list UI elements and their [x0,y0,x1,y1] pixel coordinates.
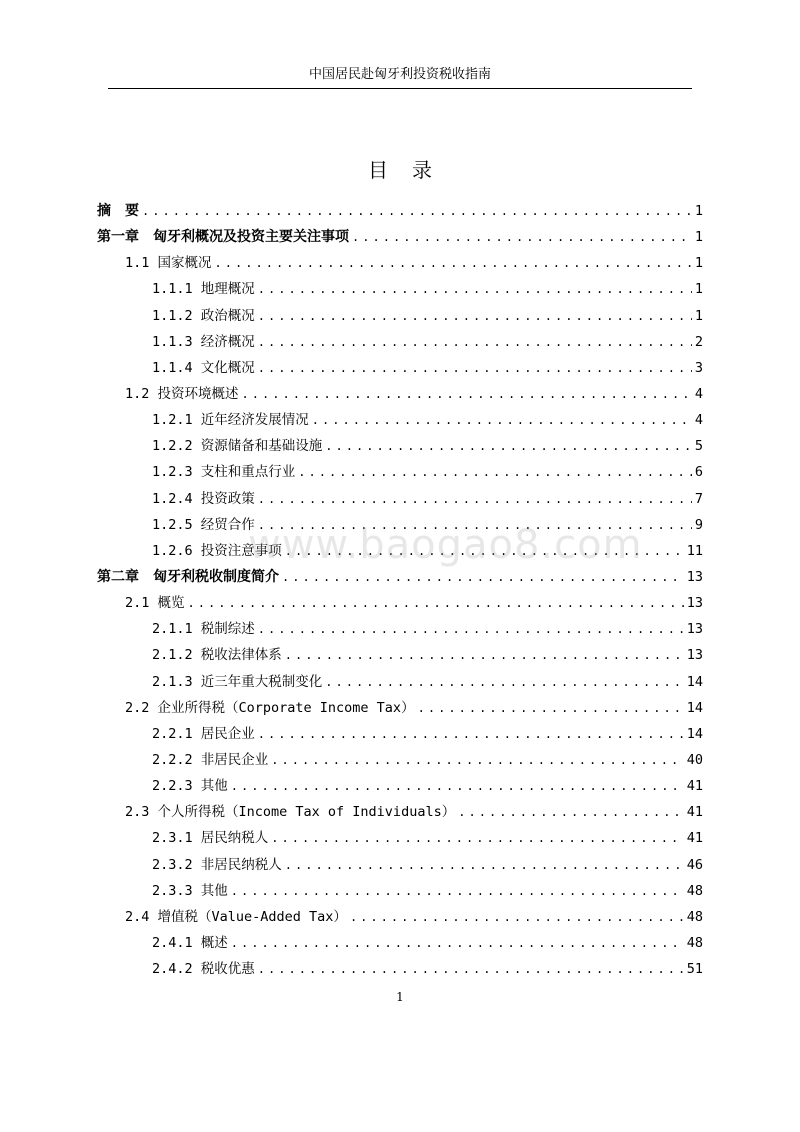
toc-entry[interactable] [97,878,703,904]
toc-title: 目录 [368,158,456,182]
toc-entry[interactable] [97,276,703,302]
toc-dot-leader [258,512,692,538]
toc-dot-leader [258,355,692,381]
toc-entry-page-number: 13 [686,621,703,638]
toc-entry-text: 2.1 概览 [125,595,185,612]
toc-entry-text: 1.1 国家概况 [125,255,212,272]
toc-entry-text: 2.1.3 近三年重大税制变化 [152,673,323,690]
toc-dot-leader [282,564,684,590]
toc-entry[interactable] [97,303,703,329]
toc-entry[interactable] [97,459,703,485]
toc-entry-text: 1.2.4 投资政策 [152,490,255,507]
toc-entry-text: 1.2.3 支柱和重点行业 [152,464,296,481]
toc-dot-leader [188,590,684,616]
toc-entry-page-number: 5 [694,438,703,455]
toc-entry-page-number: 13 [686,647,703,664]
table-of-contents [97,198,703,982]
toc-entry-text: 第一章 匈牙利概况及投资主要关注事项 [97,229,349,246]
toc-entry-page-number: 41 [686,804,703,821]
toc-entry[interactable] [97,538,703,564]
toc-entry-text: 2.3.2 非居民纳税人 [152,856,282,873]
toc-entry[interactable] [97,198,703,224]
toc-entry[interactable] [97,329,703,355]
toc-entry-page-number: 48 [686,934,703,951]
running-header-title: 中国居民赴匈牙利投资税收指南 [308,67,491,82]
toc-dot-leader [271,747,683,773]
toc-dot-leader [258,486,692,512]
toc-dot-leader [258,303,692,329]
toc-entry-text: 2.1.1 税制综述 [152,621,255,638]
toc-entry[interactable] [97,773,703,799]
toc-entry-page-number: 1 [694,229,703,246]
toc-entry-text: 2.3 个人所得税（Income Tax of Individuals） [125,804,456,821]
toc-dot-leader [285,852,684,878]
toc-dot-leader [325,669,683,695]
toc-entry-page-number: 1 [694,203,703,219]
toc-entry-page-number: 41 [686,830,703,847]
toc-entry-text: 2.4.2 税收优惠 [152,961,255,978]
toc-dot-leader [350,904,684,930]
toc-entry[interactable] [97,433,703,459]
toc-entry-page-number: 3 [694,359,703,376]
toc-entry-page-number: 48 [686,882,703,899]
toc-entry-page-number: 2 [694,333,703,350]
toc-entry[interactable] [97,930,703,956]
toc-entry-page-number: 7 [694,490,703,507]
toc-entry[interactable] [97,564,703,590]
toc-entry[interactable] [97,381,703,407]
toc-entry-text: 第二章 匈牙利税收制度简介 [97,568,279,585]
toc-entry-text: 1.1.1 地理概况 [152,281,255,298]
watermark-text: www.baogao8.com [248,522,643,568]
toc-entry-page-number: 11 [686,542,703,559]
toc-entry[interactable] [97,512,703,538]
toc-entry-text: 1.1.4 文化概况 [152,359,255,376]
toc-dot-leader [231,773,684,799]
toc-dot-leader [258,956,684,982]
toc-dot-leader [458,799,684,825]
toc-dot-leader [231,878,684,904]
toc-entry[interactable] [97,590,703,616]
toc-entry[interactable] [97,616,703,642]
toc-entry[interactable] [97,224,703,250]
toc-entry-text: 1.2.6 投资注意事项 [152,542,282,559]
toc-entry[interactable] [97,355,703,381]
toc-entry-text: 1.2 投资环境概述 [125,385,239,402]
toc-dot-leader [285,642,684,668]
toc-dot-leader [242,381,692,407]
toc-dot-leader [142,198,692,224]
toc-entry-page-number: 1 [694,255,703,272]
toc-entry-text: 摘 要 [97,203,139,219]
toc-entry-text: 2.4 增值税（Value-Added Tax） [125,908,347,925]
toc-entry[interactable] [97,747,703,773]
toc-entry-page-number: 51 [686,961,703,978]
toc-entry[interactable] [97,486,703,512]
toc-entry-page-number: 48 [686,908,703,925]
toc-dot-leader [258,276,692,302]
toc-entry[interactable] [97,695,703,721]
header-divider [108,88,692,89]
toc-entry-page-number: 9 [694,516,703,533]
toc-entry-page-number: 14 [686,673,703,690]
toc-entry-text: 1.2.2 资源储备和基础设施 [152,438,323,455]
toc-entry-page-number: 6 [694,464,703,481]
toc-dot-leader [285,538,684,564]
toc-entry-text: 2.1.2 税收法律体系 [152,647,282,664]
toc-entry[interactable] [97,825,703,851]
toc-dot-leader [418,695,684,721]
toc-entry[interactable] [97,904,703,930]
toc-entry-text: 2.3.1 居民纳税人 [152,830,269,847]
toc-entry-text: 2.2 企业所得税（Corporate Income Tax） [125,699,415,716]
toc-entry[interactable] [97,956,703,982]
toc-entry-page-number: 1 [694,307,703,324]
toc-entry-page-number: 4 [694,385,703,402]
toc-entry-text: 1.1.3 经济概况 [152,333,255,350]
toc-dot-leader [231,930,684,956]
toc-entry-page-number: 14 [686,725,703,742]
toc-dot-leader [258,329,692,355]
page-number: 1 [396,990,404,1004]
toc-entry[interactable] [97,642,703,668]
toc-dot-leader [271,825,683,851]
toc-dot-leader [258,616,684,642]
toc-entry[interactable] [97,799,703,825]
toc-entry-page-number: 13 [686,568,703,585]
toc-dot-leader [352,224,692,250]
toc-entry-page-number: 4 [694,412,703,429]
toc-entry[interactable] [97,852,703,878]
toc-entry[interactable] [97,669,703,695]
toc-dot-leader [298,459,692,485]
toc-entry-text: 2.2.3 其他 [152,778,228,795]
toc-dot-leader [215,250,692,276]
toc-entry-page-number: 13 [686,595,703,612]
toc-entry-text: 1.1.2 政治概况 [152,307,255,324]
toc-entry[interactable] [97,407,703,433]
toc-entry-text: 1.2.1 近年经济发展情况 [152,412,309,429]
toc-dot-leader [312,407,692,433]
toc-dot-leader [325,433,692,459]
toc-entry-text: 2.2.2 非居民企业 [152,751,269,768]
toc-entry-text: 2.3.3 其他 [152,882,228,899]
toc-entry[interactable] [97,721,703,747]
toc-entry-page-number: 40 [686,751,703,768]
toc-dot-leader [258,721,684,747]
toc-entry-page-number: 41 [686,778,703,795]
toc-entry-page-number: 46 [686,856,703,873]
toc-entry-page-number: 1 [694,281,703,298]
toc-entry-text: 2.2.1 居民企业 [152,725,255,742]
toc-entry-text: 2.4.1 概述 [152,934,228,951]
toc-entry-text: 1.2.5 经贸合作 [152,516,255,533]
toc-entry[interactable] [97,250,703,276]
toc-entry-page-number: 14 [686,699,703,716]
